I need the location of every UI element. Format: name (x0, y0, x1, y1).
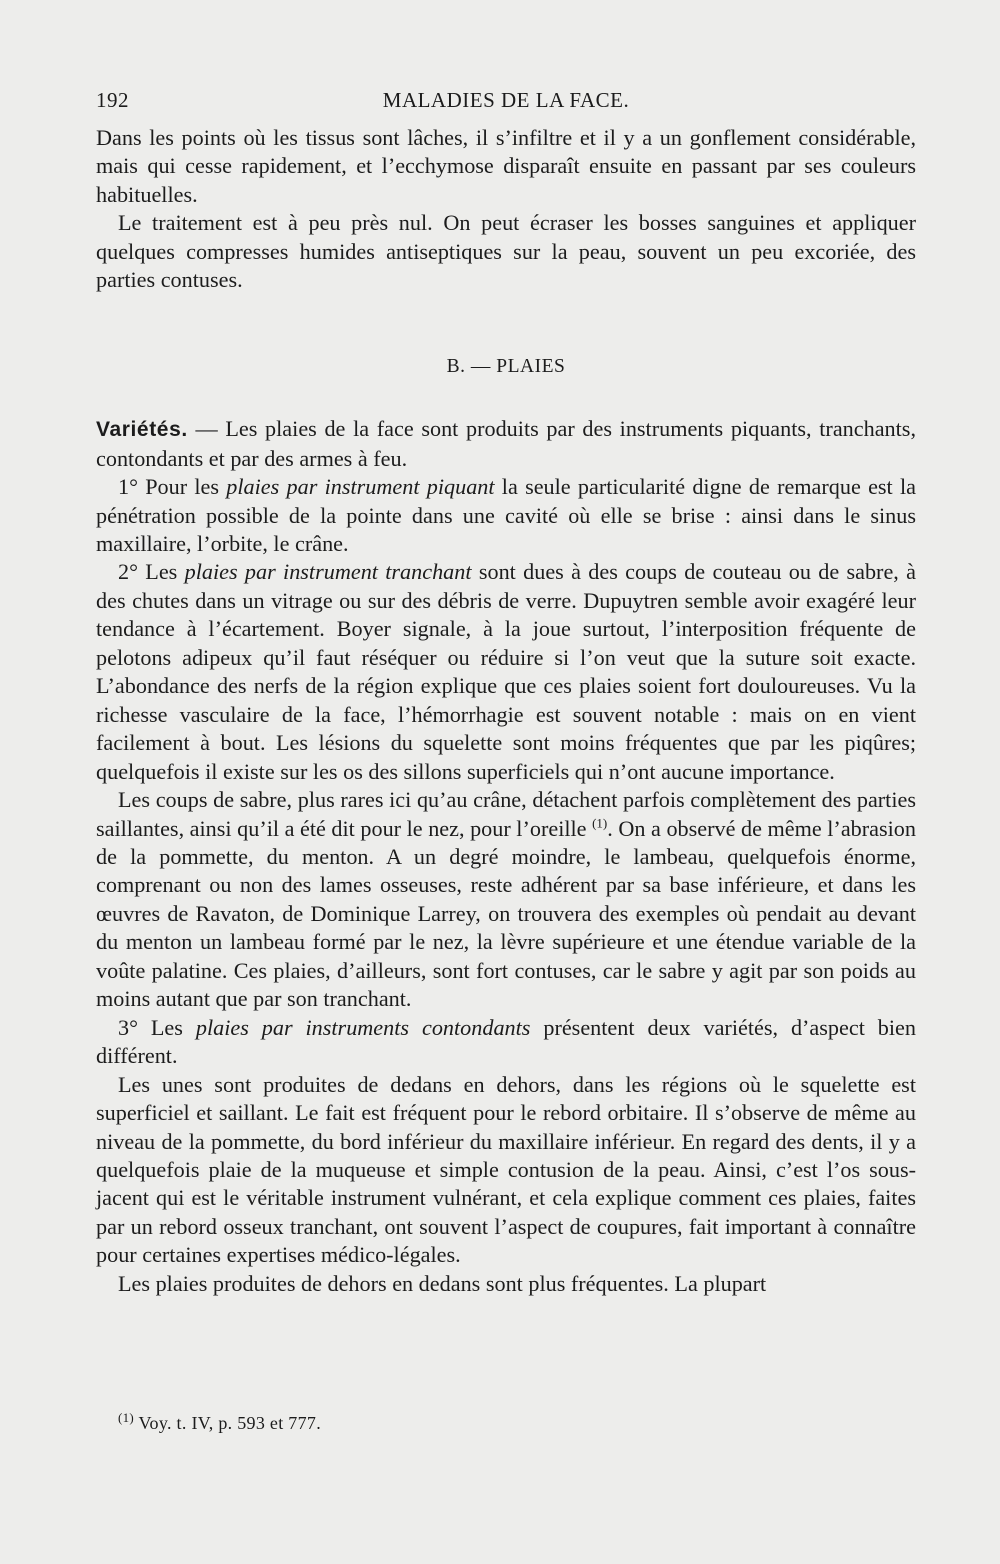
paragraph-piquant (96, 473, 916, 558)
paragraph-varietes (96, 415, 916, 473)
paragraph-tranchant (96, 558, 916, 786)
paragraph-varietes-text: — Les plaies de la face sont produits par des instruments piquants, tranchants, contondants et par des armes à feu. (96, 416, 916, 471)
paragraph-ecchymose: Dans les points où les tissus sont lâches, il s’infiltre et il y a un gonflement considérable, mais qui cesse rapidement, et l’ecchymose disparaît ensuite en passant par ses couleurs habituelles. (96, 125, 916, 207)
paragraph-dedans-dehors: Les unes sont produites de dedans en dehors, dans les régions où le squelette est superficiel et saillant. Le fait est fréquent pour le rebord orbitaire. Il s’observe de même au niveau de la pommette, du bord inférieur du maxillaire inférieur. En regard des dents, il y a quelquefois plaie de la muqueuse et simple contusion de la peau. Ainsi, c’est l’os sous-jacent qui est le véritable instrument vulnérant, et cela explique comment ces plaies, faites par un rebord osseux tranchant, ont souvent l’aspect de coupures, fait important à connaître pour certaines expertises médico-légales. (96, 1071, 916, 1268)
footnote-marker: (1) (118, 1410, 135, 1425)
paragraph-traitement: Le traitement est à peu près nul. On peut écraser les bosses sanguines et appliquer quelques compresses humides antiseptiques sur la peau, souvent un peu excoriée, des parties contuses. (96, 210, 916, 293)
paragraph-text: Les coups de sabre, plus rares ici qu’au crâne, détachent parfois complètement des parties saillantes, ainsi qu’il a été dit pour le nez, pour l’oreille (96, 787, 916, 841)
paragraph-sabre (96, 786, 916, 1014)
section-title: B. — PLAIES (446, 355, 566, 377)
page-body (96, 124, 916, 1298)
paragraph-lead: 2° Les (118, 559, 185, 585)
paragraph-text: sont dues à des coups de couteau ou de sabre, à des chutes dans un vitrage ou sur des débris de verre. Dupuytren semble avoir exagéré leur tendance à l’écartement. Boyer signale, à la joue surtout, l’interposition fréquente de pelotons adipeux qu’il faut réséquer ou réduire si l’on veut que la suture soit exacte. L’abondance des nerfs de la région explique que ces plaies soient fort douloureuses. Vu la richesse vasculaire de la face, l’hémorrhagie est souvent notable : mais on en vient facilement à bout. Les lésions du squelette sont moins fréquentes que par les piqûres; quelquefois il existe sur les os des sillons superficiels qui n’ont aucune importance. (96, 559, 916, 784)
page-number: 192 (96, 88, 129, 112)
paragraph-contondants (96, 1014, 916, 1071)
paragraph-lead: 1° Pour les (118, 474, 227, 500)
footnote-reference[interactable]: (1) (592, 815, 608, 831)
paragraph-text: la seule particularité digne de remarque est la pénétration possible de la pointe dans une cavité où elle se brise : ainsi dans le sinus maxillaire, l’orbite, le crâne. (96, 474, 916, 556)
emphasis-text: plaies par instruments contondants (195, 1014, 531, 1040)
paragraph-lead: 3° Les (118, 1014, 196, 1040)
footnote (118, 1410, 322, 1434)
running-head: MALADIES DE LA FACE. (382, 88, 630, 112)
paragraph-text: présentent deux variétés, d’aspect bien différent. (96, 1014, 916, 1069)
page-header (96, 88, 916, 118)
emphasis-text: plaies par instrument piquant (226, 474, 495, 500)
paragraph-dehors-dedans: Les plaies produites de dehors en dedans sont plus fréquentes. La plupart (118, 1270, 767, 1296)
rubric-heading: Variétés. (96, 418, 188, 442)
footnote-text: Voy. t. IV, p. 593 et 777. (134, 1413, 322, 1433)
paragraph-text: . On a observé de même l’abrasion de la pommette, du menton. A un degré moindre, le lambeau, quelquefois énorme, comprenant ou non des lames osseuses, reste adhérent par sa base inférieure, et dans les œuvres de Ravaton, de Dominique Larrey, on trouvera des exemples où pendait au devant du menton un lambeau formé par le nez, la lèvre supérieure et une étendue variable de la voûte palatine. Ces plaies, d’ailleurs, sont fort contuses, car le sabre y agit par son poids au moins autant que par son tranchant. (96, 815, 916, 1012)
emphasis-text: plaies par instrument tranchant (184, 559, 472, 585)
